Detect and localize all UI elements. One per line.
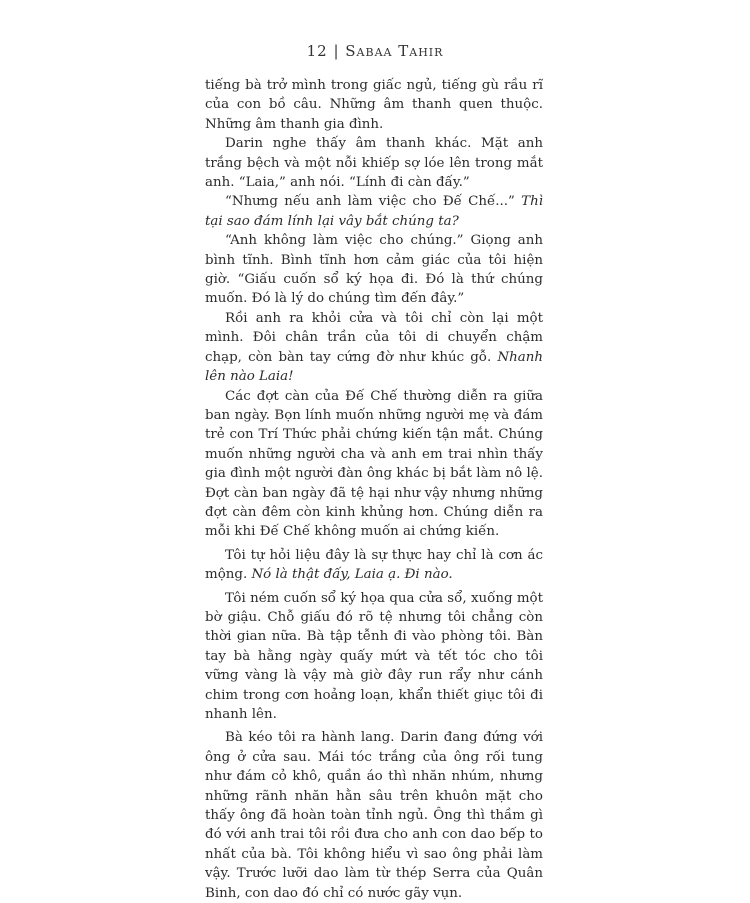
paragraph-text: Tôi tự hỏi liệu đây là sự thực hay chỉ là cơn ác mộng. <box>205 547 543 583</box>
page-number: 12 <box>306 42 328 60</box>
running-head-separator: | <box>333 42 340 60</box>
paragraph-3 <box>205 192 543 231</box>
paragraph-5 <box>205 309 543 387</box>
italic-thought: Nhanh lên nào Laia! <box>205 349 543 385</box>
paragraph-9 <box>205 728 543 903</box>
paragraph-2 <box>205 134 543 192</box>
paragraph-8 <box>205 589 543 725</box>
running-head <box>0 42 750 60</box>
paragraph-text: Các đợt càn của Đế Chế thường diễn ra giữa ban ngày. Bọn lính muốn những người mẹ và đám trẻ con Trí Thức phải chứng kiến tận mắt. Chúng muốn những người cha và anh em trai nhìn thấy gia đình một người đàn ông khác bị bắt làm nô lệ. Đợt càn ban ngày đã tệ hại như vậy nhưng những đợt càn đêm còn kinh khủng hơn. Chúng diễn ra mỗi khi Đế Chế không muốn ai chứng kiến. <box>205 388 543 540</box>
paragraph-1 <box>205 76 543 134</box>
paragraph-7 <box>205 546 543 585</box>
paragraph-text: “Nhưng nếu anh làm việc cho Đế Chế...” <box>225 194 522 210</box>
paragraph-text: Bà kéo tôi ra hành lang. Darin đang đứng với ông ở cửa sau. Mái tóc trắng của ông rối tung như đám cỏ khô, quần áo thì nhăn nhúm, nhưng những rãnh nhăn hằn sâu trên khuôn mặt cho thấy ông đã hoàn toàn tỉnh ngủ. Ông thì thầm gì đó với anh trai tôi rồi đưa cho anh con dao bếp to nhất của bà. Tôi không hiểu vì sao ông phải làm vậy. Trước lưỡi dao làm từ thép Serra của Quân Binh, con dao đó chỉ có nước gãy vụn. <box>205 730 543 901</box>
body-text <box>205 76 543 903</box>
paragraph-text: Darin nghe thấy âm thanh khác. Mặt anh trắng bệch và một nỗi khiếp sợ lóe lên trong mắt anh. “Laia,” anh nói. “Lính đi càn đấy.” <box>205 136 543 191</box>
paragraph-text: tiếng bà trở mình trong giấc ngủ, tiếng gù rầu rĩ của con bồ câu. Những âm thanh quen thuộc. Những âm thanh gia đình. <box>205 78 543 132</box>
author-name: Sabaa Tahir <box>345 42 444 60</box>
paragraph-6 <box>205 387 543 542</box>
paragraph-text: “Anh không làm việc cho chúng.” Giọng anh bình tĩnh. Bình tĩnh hơn cảm giác của tôi hiện giờ. “Giấu cuốn sổ ký họa đi. Đó là thứ chúng muốn. Đó là lý do chúng tìm đến đây.” <box>205 233 543 307</box>
paragraph-4 <box>205 231 543 309</box>
paragraph-text: Rồi anh ra khỏi cửa và tôi chỉ còn lại một mình. Đôi chân trần của tôi di chuyển chậm chạp, còn bàn tay cứng đờ như khúc gỗ. <box>205 310 543 365</box>
italic-thought: Nó là thật đấy, Laia ạ. Đi nào. <box>251 567 453 583</box>
paragraph-text: Tôi ném cuốn sổ ký họa qua cửa sổ, xuống một bờ giậu. Chỗ giấu đó rõ tệ nhưng tôi chẳng còn thời gian nữa. Bà tập tễnh đi vào phòng tôi. Bàn tay bà hằng ngày quấy mứt và tết tóc cho tôi vững vàng là vậy mà giờ đây run rẩy như cánh chim trong cơn hoảng loạn, khẩn thiết giục tôi đi nhanh lên. <box>205 590 543 722</box>
italic-thought: Thì tại sao đám lính lại vây bắt chúng ta? <box>205 194 543 229</box>
